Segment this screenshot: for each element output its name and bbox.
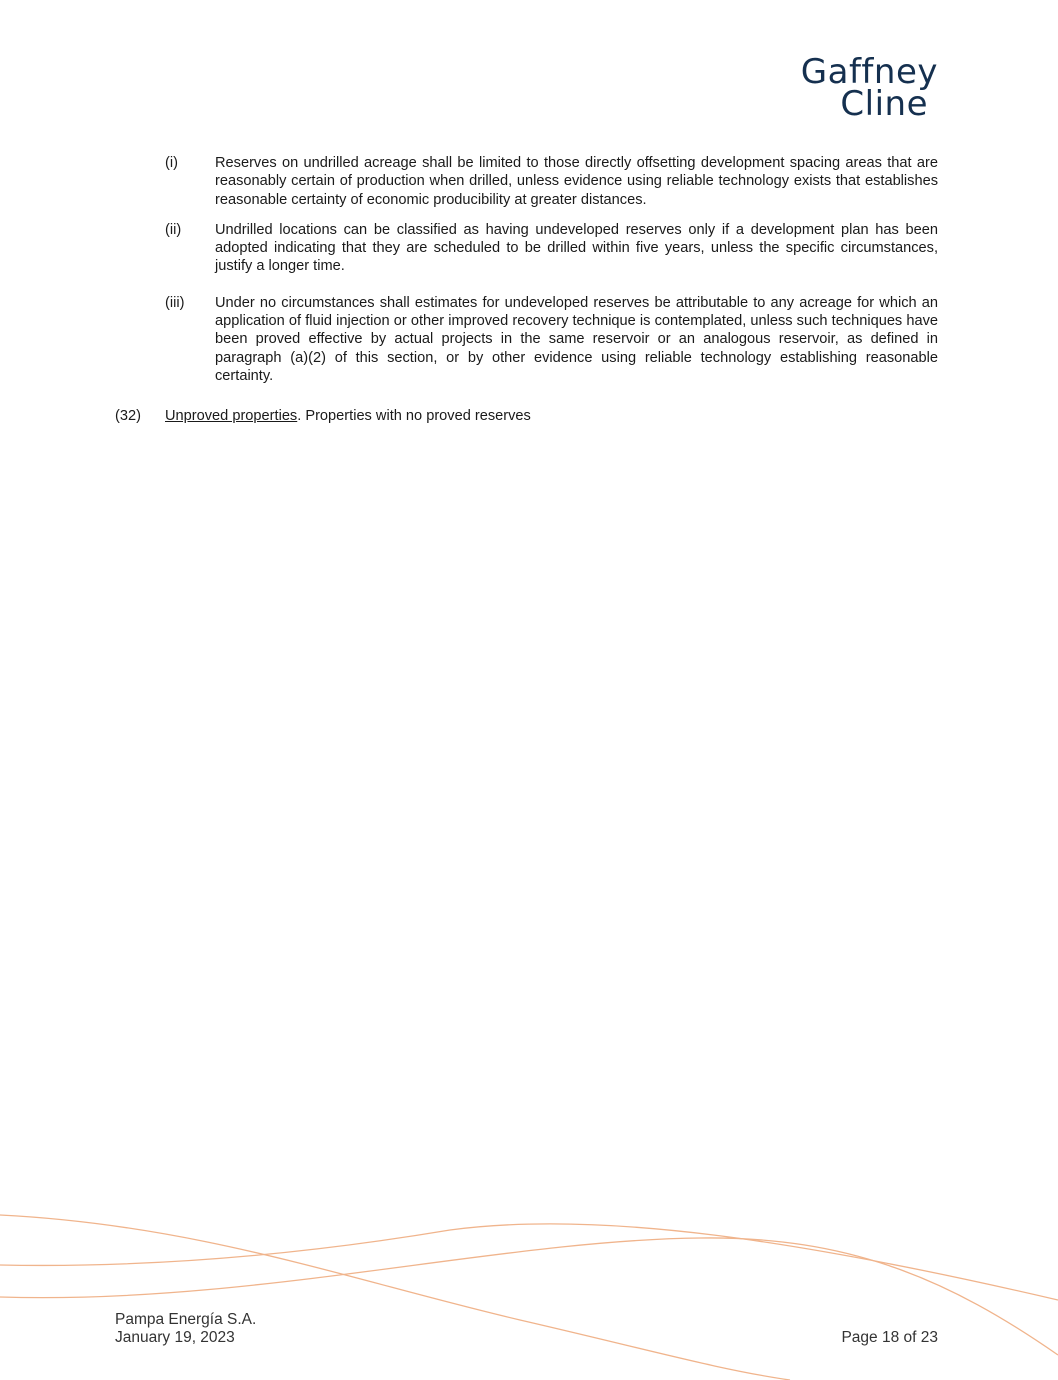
definition-number: (32) — [115, 408, 141, 425]
item-text: Undrilled locations can be classified as having undeveloped reserves only if a development plan has been adopted indicating that they are scheduled to be drilled within five years, unless the specific circumstances, justify a longer time. — [215, 221, 938, 275]
footer-left — [115, 1311, 256, 1347]
footer-company: Pampa Energía S.A. — [115, 1311, 257, 1328]
page-number: Page 18 of 23 — [841, 1329, 938, 1346]
footer-date: January 19, 2023 — [115, 1329, 235, 1346]
gaffney-cline-logo — [800, 52, 938, 124]
list-item — [165, 154, 938, 209]
list-item — [165, 294, 938, 385]
item-text: Reserves on undrilled acreage shall be limited to those directly offsetting development spacing areas that are reasonably certain of production when drilled, unless evidence using reliable technology exists that establishes reasonable certainty of economic producibility at greater distances. — [215, 155, 938, 208]
item-number: (iii) — [165, 294, 185, 311]
document-body — [115, 154, 938, 426]
wave-line-1 — [0, 1215, 790, 1380]
logo-line-1: Gaffney — [800, 52, 938, 92]
definition-body: . Properties with no proved reserves — [297, 408, 531, 425]
definition-text — [165, 407, 531, 425]
logo-line-2: Cline — [840, 84, 928, 124]
decorative-waves — [0, 1200, 1058, 1380]
definition-item — [115, 407, 938, 425]
item-text: Under no circumstances shall estimates for undeveloped reserves be attributable to any acreage for which an application of fluid injection or other improved recovery technique is contemplated, unless such techniques have been proved effective by actual projects in the same reservoir or an analogous reservoir, as defined in paragraph (a)(2) of this section, or by other evidence using reliable technology establishing reasonable certainty. — [215, 294, 938, 384]
definition-term: Unproved properties — [165, 408, 298, 425]
wave-line-2 — [0, 1224, 1058, 1300]
list-item — [165, 221, 938, 276]
item-number: (i) — [165, 155, 178, 171]
item-number: (ii) — [165, 221, 182, 238]
